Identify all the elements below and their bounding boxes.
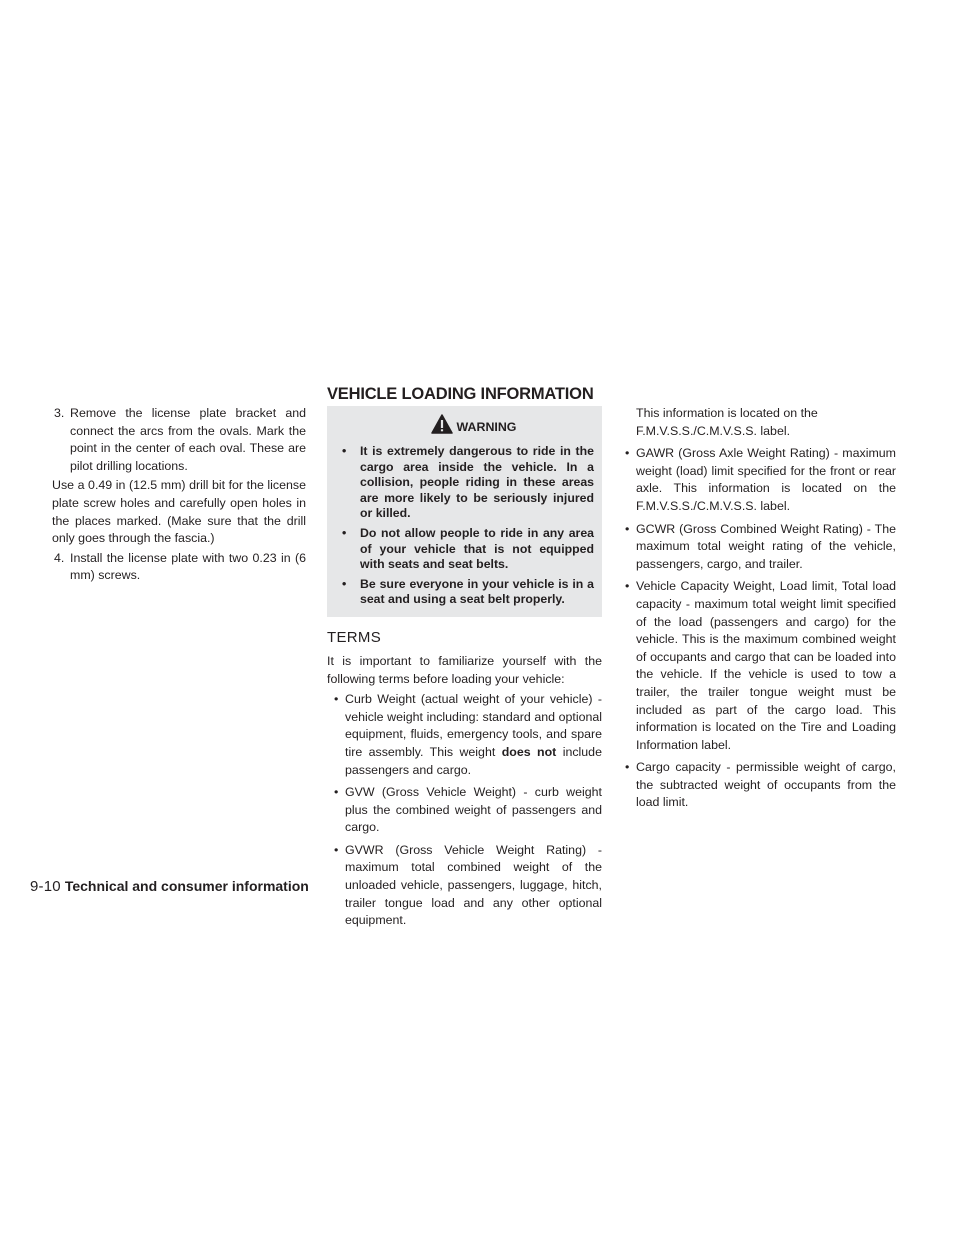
term-cargo: • Cargo capacity - permissible weight of cargo, the subtracted weight of occupants from the load limit.	[625, 760, 896, 810]
term-text: Curb Weight (actual weight of your vehicle) - vehicle weight including: standard and optional equipment, fluids, emergency tools, and spare tire assembly. This weight	[345, 692, 602, 759]
warning-item: • Do not allow people to ride in any area of your vehicle that is not equipped with seats and seat belts.	[342, 525, 594, 572]
term-gvw: • GVW (Gross Vehicle Weight) - curb weight plus the combined weight of passengers and cargo.	[334, 785, 602, 835]
term-text: GVW (Gross Vehicle Weight) - curb weight plus the combined weight of passengers and cargo.	[345, 785, 602, 835]
warning-item: • Be sure everyone in your vehicle is in a seat and using a seat belt properly.	[342, 576, 594, 607]
step-number: 4.	[54, 550, 65, 565]
warning-item-text: Do not allow people to ride in any area of your vehicle that is not equipped with seats and seat belts.	[360, 525, 594, 572]
term-capacity: • Vehicle Capacity Weight, Load limit, Total load capacity - maximum total weight limit specified of the load (passengers and cargo) for the vehicle. This is the maximum combined weight of occupants and cargo that can be loaded into the vehicle. If the vehicle is used to tow a trailer, the trailer tongue weight must be included as part of the cargo load. This information is located on the Tire and Loading Information label.	[625, 579, 896, 752]
step-number: 3.	[54, 406, 65, 420]
chapter-title: Technical and consumer information	[64, 878, 309, 894]
step-text: Remove the license plate bracket and connect the arcs from the ovals. Mark the point in the center of each oval. These are pilot drilling locations.	[70, 406, 306, 473]
term-gcwr: • GCWR (Gross Combined Weight Rating) - The maximum total weight rating of the vehicle, passengers, cargo, and trailer.	[625, 521, 896, 571]
term-text: GCWR (Gross Combined Weight Rating) - The maximum total weight rating of the vehicle, passengers, cargo, and trailer.	[636, 521, 896, 571]
warning-label: WARNING	[456, 420, 517, 434]
page-number: 9-10	[30, 878, 61, 895]
middle-column	[327, 384, 602, 935]
term-text: include passengers and cargo.	[345, 744, 602, 777]
right-column	[618, 405, 896, 817]
terms-title: TERMS	[327, 628, 381, 646]
term-text: GVWR (Gross Vehicle Weight Rating) - maximum total combined weight of the unloaded vehicle, passengers, luggage, hitch, trailer tongue load and any other optional equipment.	[345, 842, 602, 928]
term-text: Vehicle Capacity Weight, Load limit, Total load capacity - maximum total weight limit specified of the load (passengers and cargo) for the vehicle. This is the maximum combined weight of occupants and cargo that can be loaded into the vehicle. If the vehicle is used to tow a trailer, the trailer tongue weight must be included as part of the cargo load. This information is located on the Tire and Loading Information label.	[636, 579, 896, 752]
page-footer	[30, 876, 309, 897]
step-3	[38, 405, 306, 475]
term-gawr: • GAWR (Gross Axle Weight Rating) - maximum weight (load) limit specified for the front or rear axle. This information is located on the F.M.V.S.S./C.M.V.S.S. label.	[625, 446, 896, 513]
warning-box	[327, 406, 602, 617]
term-text: GAWR (Gross Axle Weight Rating) - maximum weight (load) limit specified for the front or rear axle. This information is located on the F.M.V.S.S./C.M.V.S.S. label.	[636, 446, 896, 513]
warning-item-text: It is extremely dangerous to ride in the cargo area inside the vehicle. In a collision, people riding in these areas are more likely to be seriously injured or killed.	[360, 444, 594, 521]
term-text: Cargo capacity - permissible weight of cargo, the subtracted weight of occupants from the load limit.	[636, 760, 896, 810]
term-gvwr-continued: This information is located on the F.M.V.S.S./C.M.V.S.S. label.	[636, 406, 818, 438]
section-title: VEHICLE LOADING INFORMATION	[327, 385, 594, 403]
warning-header	[335, 416, 594, 440]
term-emphasis: does not	[501, 744, 557, 759]
step-4	[38, 550, 306, 585]
warning-item: • It is extremely dangerous to ride in the cargo area inside the vehicle. In a collision, people riding in these areas are more likely to be seriously injured or killed.	[342, 444, 594, 521]
step-3-note: Use a 0.49 in (12.5 mm) drill bit for the license plate screw holes and carefully open holes in the places marked. (Make sure that the drill only goes through the fascia.)	[52, 478, 306, 546]
terms-intro: It is important to familiarize yourself with the following terms before loading your vehicle:	[327, 653, 602, 686]
left-column	[38, 405, 306, 587]
warning-triangle-icon	[431, 414, 453, 434]
step-text: Install the license plate with two 0.23 in (6 mm) screws.	[70, 550, 306, 583]
term-gvwr: • GVWR (Gross Vehicle Weight Rating) - maximum total combined weight of the unloaded vehicle, passengers, luggage, hitch, trailer tongue load and any other optional equipment.	[334, 842, 602, 928]
warning-item-text: Be sure everyone in your vehicle is in a seat and using a seat belt properly.	[360, 576, 594, 607]
term-curb-weight: • Curb Weight (actual weight of your vehicle) - vehicle weight including: standard and optional equipment, fluids, emergency tools, and spare tire assembly. This weight does not include passengers and cargo.	[334, 692, 602, 777]
